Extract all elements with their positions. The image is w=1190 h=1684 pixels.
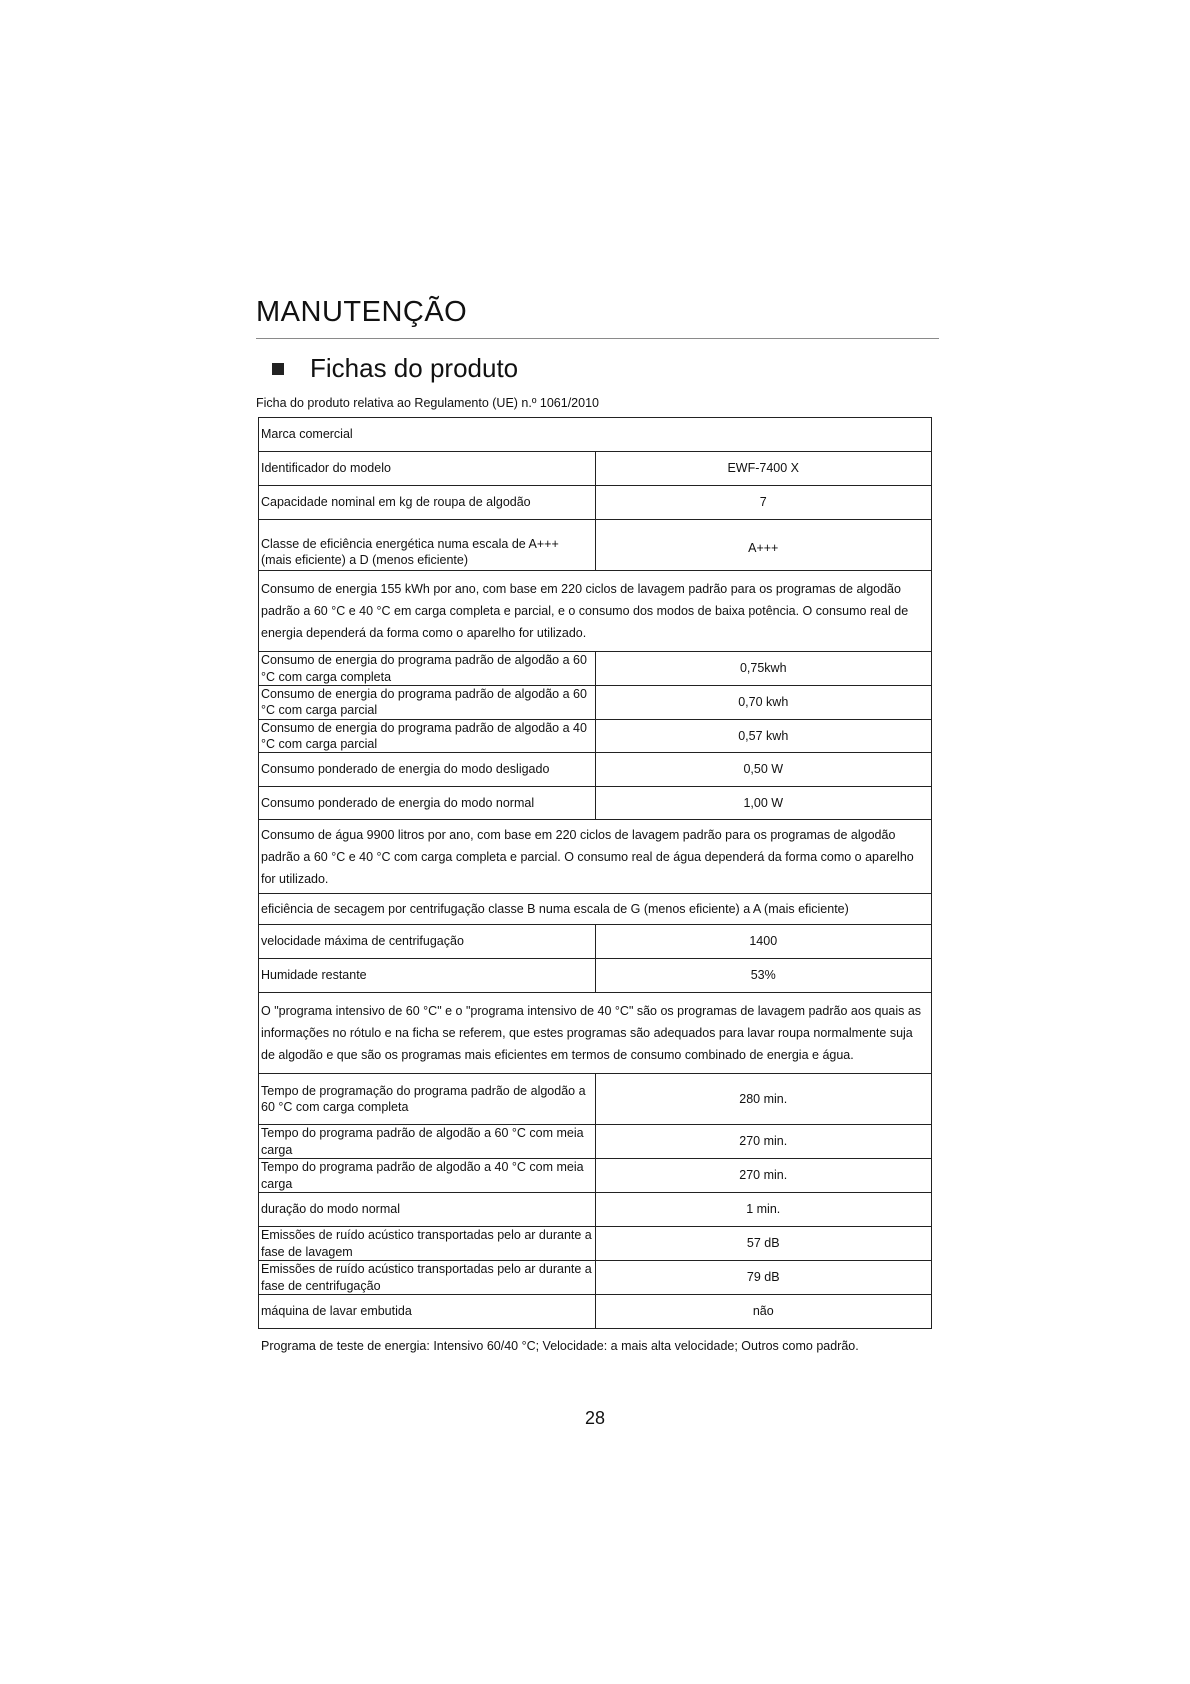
table-row xyxy=(259,925,932,959)
table-row xyxy=(259,686,932,720)
table-row xyxy=(259,959,932,993)
row-label: Tempo de programação do programa padrão de algodão a 60 °C com carga completa xyxy=(259,1074,596,1125)
row-label: Consumo ponderado de energia do modo desligado xyxy=(259,753,596,787)
row-value: EWF-7400 X xyxy=(595,452,932,486)
row-value: 1 min. xyxy=(595,1193,932,1227)
row-label: Identificador do modelo xyxy=(259,452,596,486)
row-label: eficiência de secagem por centrifugação classe B numa escala de G (menos eficiente) a A (mais eficiente) xyxy=(259,894,932,925)
section-heading xyxy=(272,353,518,384)
table-row xyxy=(259,1261,932,1295)
table-row xyxy=(259,418,932,452)
table-row xyxy=(259,820,932,894)
row-value: 0,50 W xyxy=(595,753,932,787)
row-value: 7 xyxy=(595,486,932,520)
row-label: O "programa intensivo de 60 °C" e o "programa intensivo de 40 °C" são os programas de lavagem padrão aos quais as informações no rótulo e na ficha se referem, que estes programas são adequados para lavar roupa normalmente suja de algodão e que são os programas mais eficientes em termos de consumo combinado de energia e água. xyxy=(259,993,932,1074)
table-row xyxy=(259,571,932,652)
table-row xyxy=(259,894,932,925)
section-heading-text: Fichas do produto xyxy=(310,353,519,383)
table-row xyxy=(259,486,932,520)
row-label: Consumo de energia do programa padrão de algodão a 60 °C com carga parcial xyxy=(259,686,596,720)
row-label: Humidade restante xyxy=(259,959,596,993)
table-row xyxy=(259,520,932,571)
test-program-note: Programa de teste de energia: Intensivo 60/40 °C; Velocidade: a mais alta velocidade; Outros como padrão. xyxy=(261,1339,859,1353)
row-label: Tempo do programa padrão de algodão a 60 °C com meia carga xyxy=(259,1125,596,1159)
row-label: Marca comercial xyxy=(259,418,932,452)
square-bullet-icon xyxy=(272,363,284,375)
product-fiche-table xyxy=(258,417,932,1329)
row-label: Consumo de energia do programa padrão de algodão a 60 °C com carga completa xyxy=(259,652,596,686)
row-value: 270 min. xyxy=(595,1125,932,1159)
table-row xyxy=(259,1125,932,1159)
regulation-intro: Ficha do produto relativa ao Regulamento (UE) n.º 1061/2010 xyxy=(256,396,599,410)
page-title: MANUTENÇÃO xyxy=(256,296,468,328)
row-value: 1400 xyxy=(595,925,932,959)
table-row xyxy=(259,993,932,1074)
table-row xyxy=(259,1295,932,1329)
table-row xyxy=(259,1074,932,1125)
row-value: 0,70 kwh xyxy=(595,686,932,720)
row-label: Emissões de ruído acústico transportadas pelo ar durante a fase de lavagem xyxy=(259,1227,596,1261)
row-value: 53% xyxy=(595,959,932,993)
table-row xyxy=(259,1159,932,1193)
row-label: Classe de eficiência energética numa escala de A+++ (mais eficiente) a D (menos eficiente) xyxy=(259,520,596,571)
row-label: Capacidade nominal em kg de roupa de algodão xyxy=(259,486,596,520)
table-row xyxy=(259,719,932,753)
row-label: máquina de lavar embutida xyxy=(259,1295,596,1329)
table-row xyxy=(259,753,932,787)
row-value: 57 dB xyxy=(595,1227,932,1261)
title-divider xyxy=(256,338,939,339)
row-value: 270 min. xyxy=(595,1159,932,1193)
table-row xyxy=(259,1227,932,1261)
table-row xyxy=(259,1193,932,1227)
row-value: 0,75kwh xyxy=(595,652,932,686)
row-value: 79 dB xyxy=(595,1261,932,1295)
table-row xyxy=(259,452,932,486)
row-value: 0,57 kwh xyxy=(595,719,932,753)
row-label: Consumo de energia do programa padrão de algodão a 40 °C com carga parcial xyxy=(259,719,596,753)
row-value: A+++ xyxy=(595,520,932,571)
table-row xyxy=(259,652,932,686)
row-label: Consumo ponderado de energia do modo normal xyxy=(259,787,596,820)
row-label: duração do modo normal xyxy=(259,1193,596,1227)
page-number: 28 xyxy=(584,1408,606,1428)
row-label: Consumo de água 9900 litros por ano, com base em 220 ciclos de lavagem padrão para os programas de algodão padrão a 60 °C e 40 °C com carga completa e parcial. O consumo real de água dependerá da forma como o aparelho for utilizado. xyxy=(259,820,932,894)
row-value: 1,00 W xyxy=(595,787,932,820)
row-label: Consumo de energia 155 kWh por ano, com base em 220 ciclos de lavagem padrão para os programas de algodão padrão a 60 °C e 40 °C em carga completa e parcial, e o consumo dos modos de baixa potência. O consumo real de energia dependerá da forma como o aparelho for utilizado. xyxy=(259,571,932,652)
row-value: não xyxy=(595,1295,932,1329)
table-row xyxy=(259,787,932,820)
row-label: velocidade máxima de centrifugação xyxy=(259,925,596,959)
row-value: 280 min. xyxy=(595,1074,932,1125)
row-label: Tempo do programa padrão de algodão a 40 °C com meia carga xyxy=(259,1159,596,1193)
row-label: Emissões de ruído acústico transportadas pelo ar durante a fase de centrifugação xyxy=(259,1261,596,1295)
